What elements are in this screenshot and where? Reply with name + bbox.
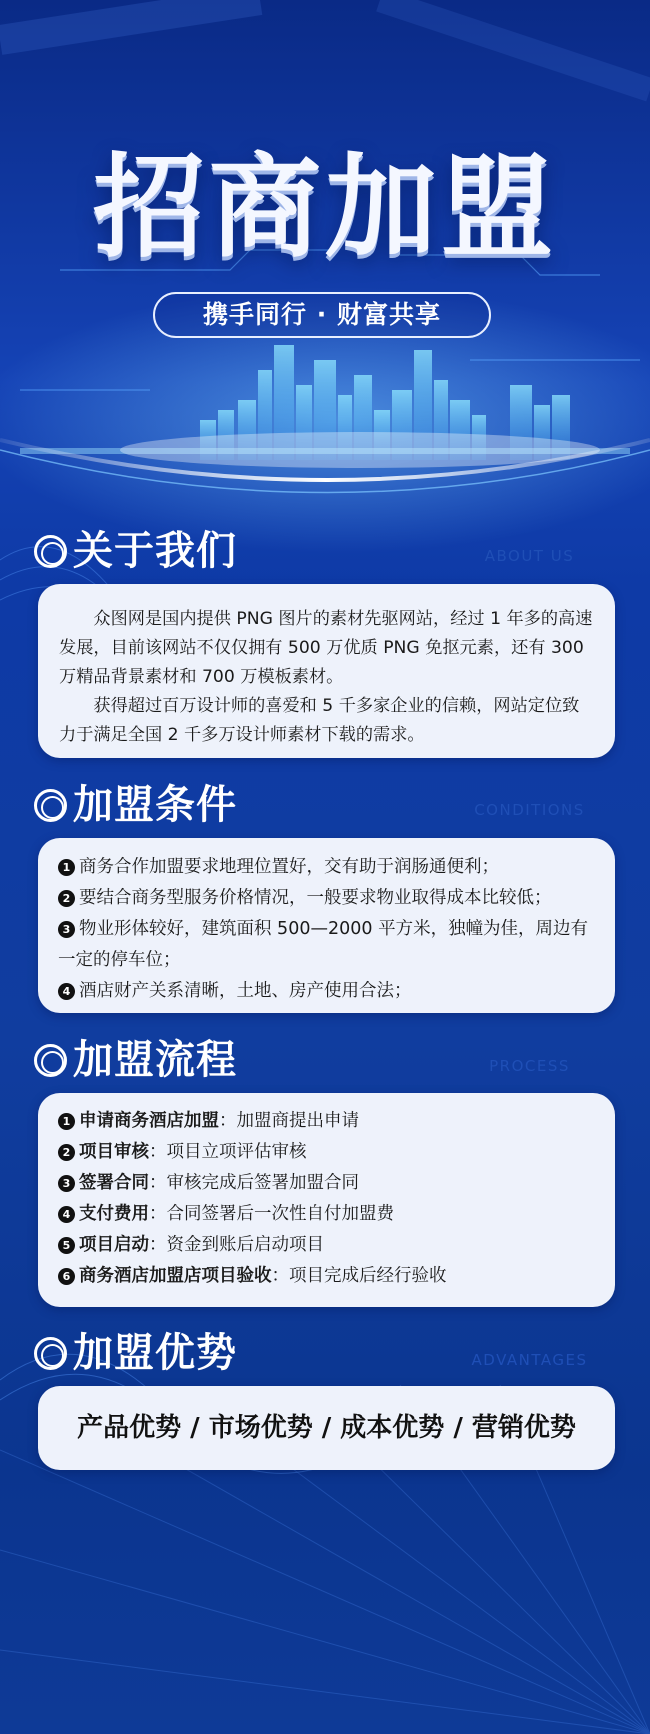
circle-icon bbox=[34, 789, 67, 822]
conditions-card bbox=[38, 838, 615, 1013]
condition-text: 要结合商务型服务价格情况，一般要求物业取得成本比较低； bbox=[79, 888, 552, 908]
number-badge: 1 bbox=[58, 1113, 75, 1130]
circle-icon bbox=[34, 1337, 67, 1370]
tag-advantages bbox=[452, 1349, 607, 1371]
tag-text: ADVANTAGES bbox=[471, 1351, 588, 1369]
circle-icon bbox=[34, 535, 67, 568]
step-label: 项目审核 bbox=[79, 1142, 149, 1162]
about-card bbox=[38, 584, 615, 758]
tag-text: ABOUT US bbox=[484, 547, 575, 565]
number-badge: 2 bbox=[58, 1144, 75, 1161]
step-label: 申请商务酒店加盟 bbox=[79, 1111, 219, 1131]
section-title-text: 加盟优势 bbox=[73, 1329, 237, 1376]
tag-about-us bbox=[452, 545, 607, 567]
step-label: 商务酒店加盟店项目验收 bbox=[79, 1266, 272, 1286]
list-item bbox=[58, 914, 595, 976]
list-item bbox=[58, 1106, 595, 1137]
number-badge: 5 bbox=[58, 1237, 75, 1254]
tag-process bbox=[452, 1055, 607, 1077]
step-text: ：加盟商提出申请 bbox=[219, 1111, 359, 1131]
about-paragraph: 众图网是国内提供 PNG 图片的素材先驱网站，经过 1 年多的高速发展，目前该网站不仅仅拥有 500 万优质 PNG 免抠元素，还有 300 万精品背景素材和 700 万模板素材。 bbox=[59, 609, 593, 687]
tag-text: CONDITIONS bbox=[474, 801, 585, 819]
step-text: ：资金到账后启动项目 bbox=[149, 1235, 324, 1255]
circle-icon bbox=[34, 1044, 67, 1077]
list-item bbox=[58, 883, 595, 914]
step-text: ：合同签署后一次性自付加盟费 bbox=[149, 1204, 394, 1224]
tag-conditions bbox=[452, 799, 607, 821]
section-title-about bbox=[34, 527, 237, 575]
list-item bbox=[58, 1199, 595, 1230]
list-item bbox=[58, 976, 595, 1007]
step-label: 项目启动 bbox=[79, 1235, 149, 1255]
about-paragraph: 获得超过百万设计师的喜爱和 5 千多家企业的信赖，网站定位致力于满足全国 2 千多万设计师素材下载的需求。 bbox=[59, 696, 580, 745]
step-text: ：项目立项评估审核 bbox=[149, 1142, 307, 1162]
step-label: 支付费用 bbox=[79, 1204, 149, 1224]
step-label: 签署合同 bbox=[79, 1173, 149, 1193]
process-card bbox=[38, 1093, 615, 1307]
main-title: 招商加盟 bbox=[93, 142, 557, 273]
list-item bbox=[58, 1137, 595, 1168]
step-text: ：项目完成后经行验收 bbox=[271, 1266, 447, 1286]
section-title-text: 加盟条件 bbox=[73, 781, 237, 828]
advantages-card: 产品优势 / 市场优势 / 成本优势 / 营销优势 bbox=[38, 1386, 615, 1470]
section-title-text: 关于我们 bbox=[73, 527, 237, 574]
number-badge: 2 bbox=[58, 890, 75, 907]
condition-text: 酒店财产关系清晰，土地、房产使用合法； bbox=[79, 981, 412, 1001]
list-item bbox=[58, 1168, 595, 1199]
number-badge: 1 bbox=[58, 859, 75, 876]
section-title-process bbox=[34, 1036, 237, 1084]
condition-text: 物业形体较好，建筑面积 500—2000 平方米，独幢为佳，周边有一定的停车位； bbox=[58, 919, 589, 970]
section-title-conditions bbox=[34, 781, 237, 829]
list-item bbox=[58, 1261, 595, 1292]
tag-text: PROCESS bbox=[489, 1057, 570, 1075]
list-item bbox=[58, 852, 595, 883]
number-badge: 3 bbox=[58, 921, 75, 938]
slogan-pill: 携手同行 · 财富共享 bbox=[153, 292, 491, 338]
condition-text: 商务合作加盟要求地理位置好，交有助于润肠通便利； bbox=[79, 857, 499, 877]
number-badge: 4 bbox=[58, 983, 75, 1000]
number-badge: 3 bbox=[58, 1175, 75, 1192]
list-item bbox=[58, 1230, 595, 1261]
section-title-advantages bbox=[34, 1329, 237, 1377]
number-badge: 6 bbox=[58, 1268, 75, 1285]
section-title-text: 加盟流程 bbox=[73, 1036, 237, 1083]
step-text: ：审核完成后签署加盟合同 bbox=[149, 1173, 359, 1193]
number-badge: 4 bbox=[58, 1206, 75, 1223]
